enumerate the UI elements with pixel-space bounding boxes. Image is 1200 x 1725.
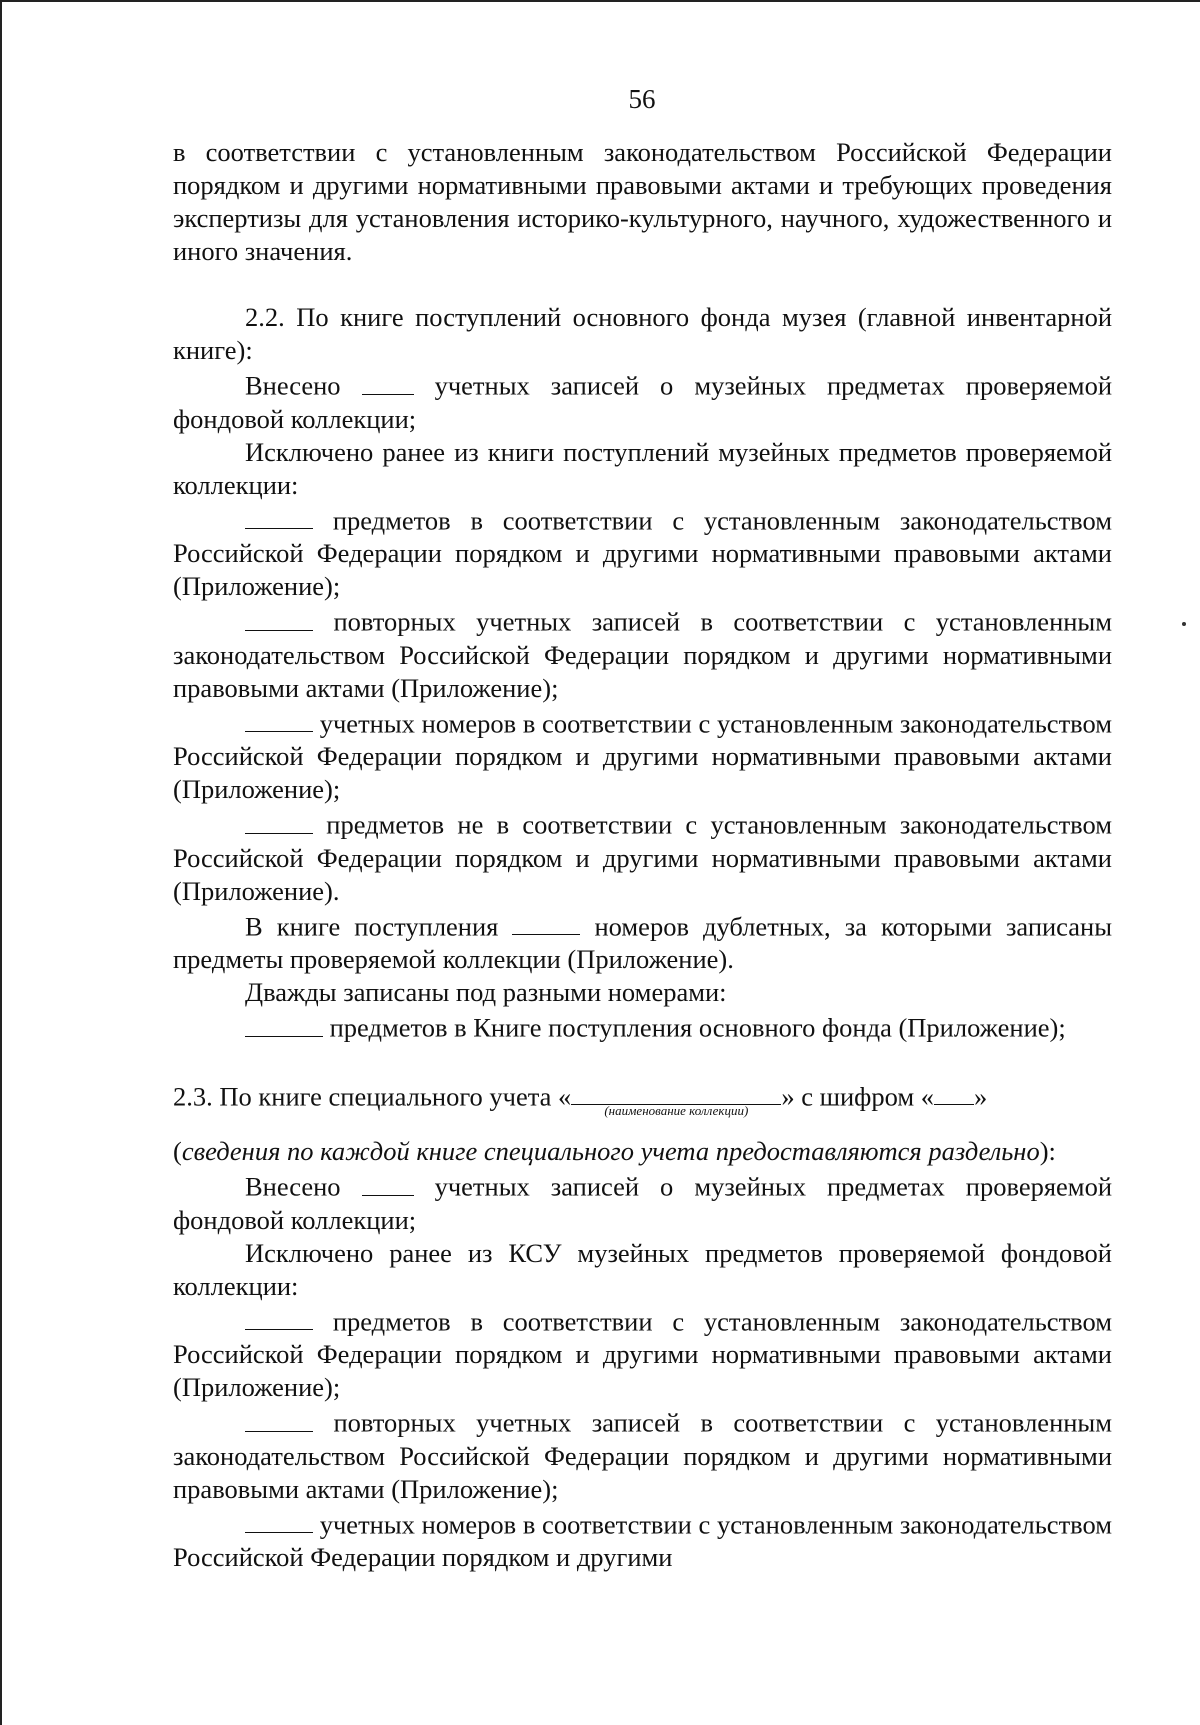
s23-note [173, 1135, 1112, 1168]
s23-heading-c: » [973, 1081, 988, 1111]
s22-item-2 [173, 603, 1112, 705]
s22-entered-line [173, 367, 1112, 436]
s22-dup-label: В книге поступления [245, 911, 499, 941]
spacer [173, 1045, 1112, 1078]
s23-note-open: ( [173, 1136, 182, 1166]
s22-twice-line: Дважды записаны под разными номерами: [245, 977, 727, 1007]
s22-duplicates-line [173, 908, 1112, 977]
s22-item-3 [173, 705, 1112, 807]
collection-name-caption: (наименование коллекции) [604, 1102, 749, 1118]
fill-blank[interactable] [245, 502, 313, 530]
s23-item-3 [173, 1506, 1112, 1575]
s22-entered-label: Внесено [245, 370, 341, 401]
section-2-2-heading: 2.2. По книге поступлений основного фонда музея (главной инвентарной книге): [173, 302, 1112, 365]
s23-item-2 [173, 1404, 1112, 1506]
cipher-blank[interactable] [934, 1078, 974, 1106]
document-body [173, 136, 1112, 1574]
s23-entered-label: Внесено [245, 1171, 341, 1202]
s22-item-1-text: предметов в соответствии с установленным законодательством Российской Федерации порядком и другими нормативными правовыми актами (Приложение); [173, 505, 1112, 601]
s23-entered-text: учетных записей о музейных предметах проверяемой фондовой коллекции; [173, 1171, 1112, 1235]
s22-dup-text: номеров дублетных, за которыми записаны предметы проверяемой коллекции (Приложение). [173, 911, 1113, 974]
fill-blank[interactable] [245, 1404, 313, 1432]
s22-item-3-text: учетных номеров в соответствии с установленным законодательством Российской Федерации порядком и другими нормативными правовыми актами (Приложение); [173, 708, 1112, 804]
section-2-3-heading [173, 1078, 1112, 1118]
page-number: 56 [628, 84, 656, 114]
s22-item-1 [173, 502, 1112, 604]
s23-item-1 [173, 1303, 1112, 1405]
s23-excluded-line: Исключено ранее из КСУ музейных предметов проверяемой фондовой коллекции: [173, 1237, 1112, 1301]
s22-entered-text: учетных записей о музейных предметах проверяемой фондовой коллекции; [173, 370, 1112, 434]
s23-heading-a: 2.3. По книге специального учета « [173, 1081, 572, 1111]
fill-blank[interactable] [512, 908, 580, 936]
s23-item-3-text: учетных номеров в соответствии с установленным законодательством Российской Федерации порядком и другими [173, 1509, 1112, 1572]
fill-blank[interactable] [245, 1303, 313, 1331]
fill-blank[interactable] [245, 705, 313, 733]
fill-blank[interactable] [245, 1009, 323, 1037]
spacer [173, 268, 1112, 301]
s22-excluded-line: Исключено ранее из книги поступлений музейных предметов проверяемой коллекции: [173, 436, 1112, 500]
s23-item-1-text: предметов в соответствии с установленным законодательством Российской Федерации порядком и другими нормативными правовыми актами (Приложение); [173, 1306, 1112, 1402]
s22-twice-item [245, 1009, 1112, 1045]
s23-note-close: ): [1039, 1136, 1056, 1166]
fill-blank[interactable] [245, 806, 313, 834]
fill-blank[interactable] [362, 1168, 414, 1196]
s22-item-4 [173, 806, 1112, 908]
s22-item-4-text: предметов не в соответствии с установленным законодательством Российской Федерации порядком и другими нормативными правовыми актами (Приложение). [173, 809, 1112, 906]
s22-twice-item-text: предметов в Книге поступления основного фонда (Приложение); [329, 1012, 1066, 1043]
s23-heading-b: » с шифром « [781, 1081, 934, 1111]
fill-blank[interactable] [245, 1506, 313, 1534]
fill-blank[interactable] [362, 367, 414, 395]
s23-entered-line [173, 1168, 1112, 1237]
collection-name-blank[interactable] [571, 1078, 781, 1118]
s23-note-text: сведения по каждой книге специального учета предоставляются раздельно [181, 1136, 1040, 1166]
s22-item-2-text: повторных учетных записей в соответствии с установленным законодательством Российской Федерации порядком и другими нормативными правовыми актами (Приложение); [173, 606, 1113, 703]
scan-speck [1182, 622, 1186, 626]
s23-item-2-text: повторных учетных записей в соответствии с установленным законодательством Российской Федерации порядком и другими нормативными правовыми актами (Приложение); [173, 1407, 1113, 1504]
paragraph-intro: в соответствии с установленным законодательством Российской Федерации порядком и другими нормативными правовыми актами и требующих проведения экспертизы для установления историко-культурного, научного, художественного и иного значения. [173, 137, 1112, 266]
fill-blank[interactable] [245, 603, 313, 631]
